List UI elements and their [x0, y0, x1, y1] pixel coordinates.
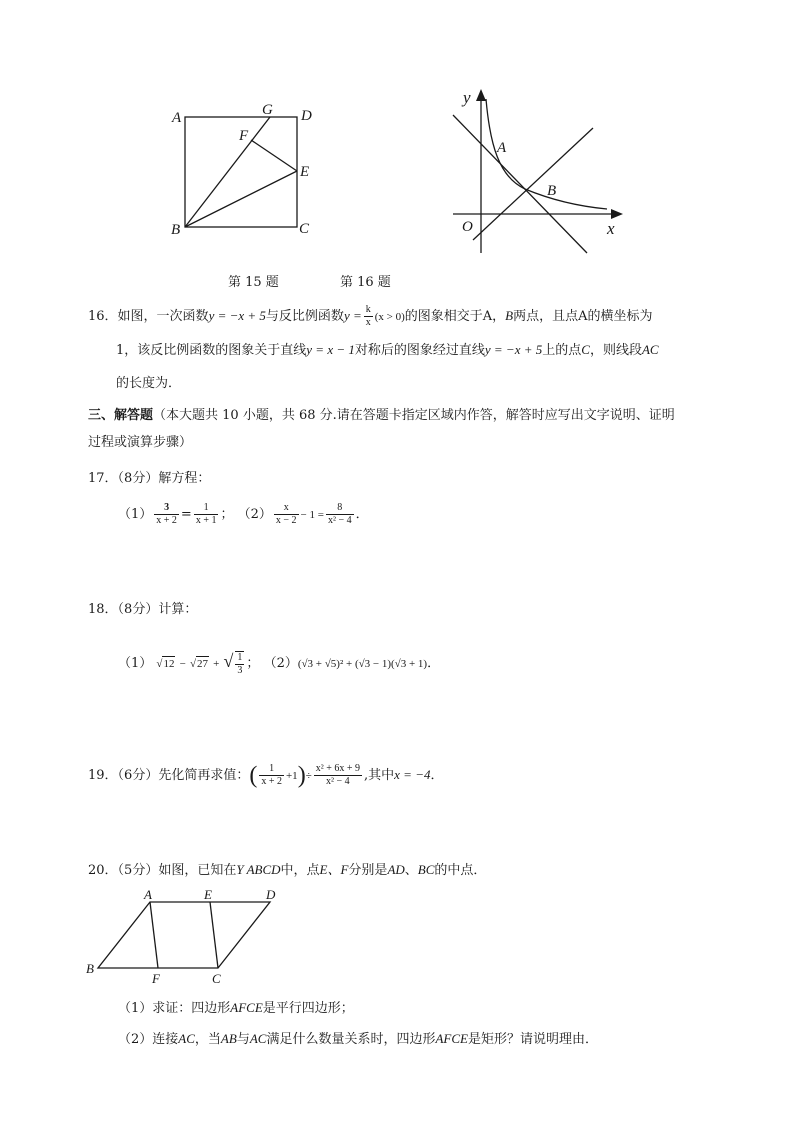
- q16-fraction: $\frac{k}{x}$: [365, 304, 371, 328]
- figure-20: [84, 888, 284, 988]
- segment-be: [185, 171, 297, 227]
- q17-head: 17．（8分）解方程：: [88, 471, 211, 486]
- label-c: C: [299, 221, 310, 237]
- q18-expressions: （1） √12 − √27 + √ $\frac{1}{3}$ ； （2）(√3 + √5)² + (√3 − 1)(√3 + 1)．: [118, 651, 441, 676]
- label-b: B: [171, 222, 181, 238]
- caption-15: 第 15 题: [228, 275, 279, 290]
- label-b16: B: [547, 183, 557, 199]
- caption-16: 第 16 题: [340, 275, 391, 290]
- section3-title: 三、解答题: [88, 408, 154, 423]
- label-e: E: [300, 164, 310, 180]
- label-y: y: [463, 88, 471, 107]
- label-f: F: [239, 128, 249, 144]
- figure-15: [160, 95, 330, 245]
- line-decreasing: [453, 115, 587, 253]
- section3-line2: 过程或演算步骤）: [88, 435, 193, 450]
- label-g: G: [262, 102, 273, 118]
- segment-ec: [210, 902, 218, 968]
- label-e20: E: [204, 888, 212, 902]
- q20-sub2: （2）连接AC，当AB与AC满足什么数量关系时，四边形AFCE是矩形？请说明理由．: [118, 1031, 598, 1047]
- segment-fe: [251, 140, 297, 171]
- label-d20: D: [266, 888, 276, 902]
- label-f20: F: [152, 971, 160, 986]
- q18-head: 18．（8分）计算：: [88, 602, 198, 617]
- segment-bg: [185, 117, 270, 227]
- q16-line2: 1，该反比例函数的图象关于直线y = x − 1对称后的图象经过直线y = −x + 5上的点C，则线段AC: [116, 342, 659, 358]
- label-a16: A: [497, 140, 507, 156]
- label-c20: C: [212, 971, 221, 986]
- q16-line3: 的长度为．: [116, 376, 182, 391]
- x-axis-arrow: [611, 209, 623, 219]
- q19-line: 19．（6分）先化简再求值：( $\frac{1}{x + 2}$ +1)÷ $\frac{\text{x² + 6x + 9}}{\text{x² − 4}}$ ,其中x = −4．: [88, 762, 444, 789]
- parallelogram-abcd: [98, 902, 270, 968]
- q20-sub1: （1）求证：四边形AFCE是平行四边形；: [118, 1000, 354, 1016]
- label-a: A: [172, 110, 182, 126]
- q16-line1: 16．如图，一次函数y = −x + 5与反比例函数y = $\frac{k}{x}$ (x > 0)的图象相交于A，B两点，且点A的横坐标为: [88, 304, 653, 328]
- label-o: O: [462, 219, 473, 235]
- q17-equations: （1） $\frac{3}{x + 2}$ = $\frac{1}{x + 1}$ ； （2） $\frac{x}{x - 2}$ − 1 = $\frac{8}{\text{x² − 4}}$ ．: [118, 502, 369, 526]
- label-x: x: [607, 219, 615, 238]
- section3-line1: 三、解答题（本大题共 10 小题，共 68 分.请在答题卡指定区域内作答，解答时应写出文字说明、证明: [88, 408, 675, 423]
- label-a20: A: [144, 888, 152, 902]
- label-d: D: [301, 108, 312, 124]
- q20-head: 20．（5分）如图，已知在Y ABCD中，点E、F分别是AD、BC的中点．: [88, 862, 487, 878]
- y-axis-arrow: [476, 89, 486, 101]
- figure-16: [445, 85, 630, 255]
- line-increasing: [473, 128, 593, 240]
- label-b20: B: [86, 961, 94, 976]
- segment-af: [150, 902, 158, 968]
